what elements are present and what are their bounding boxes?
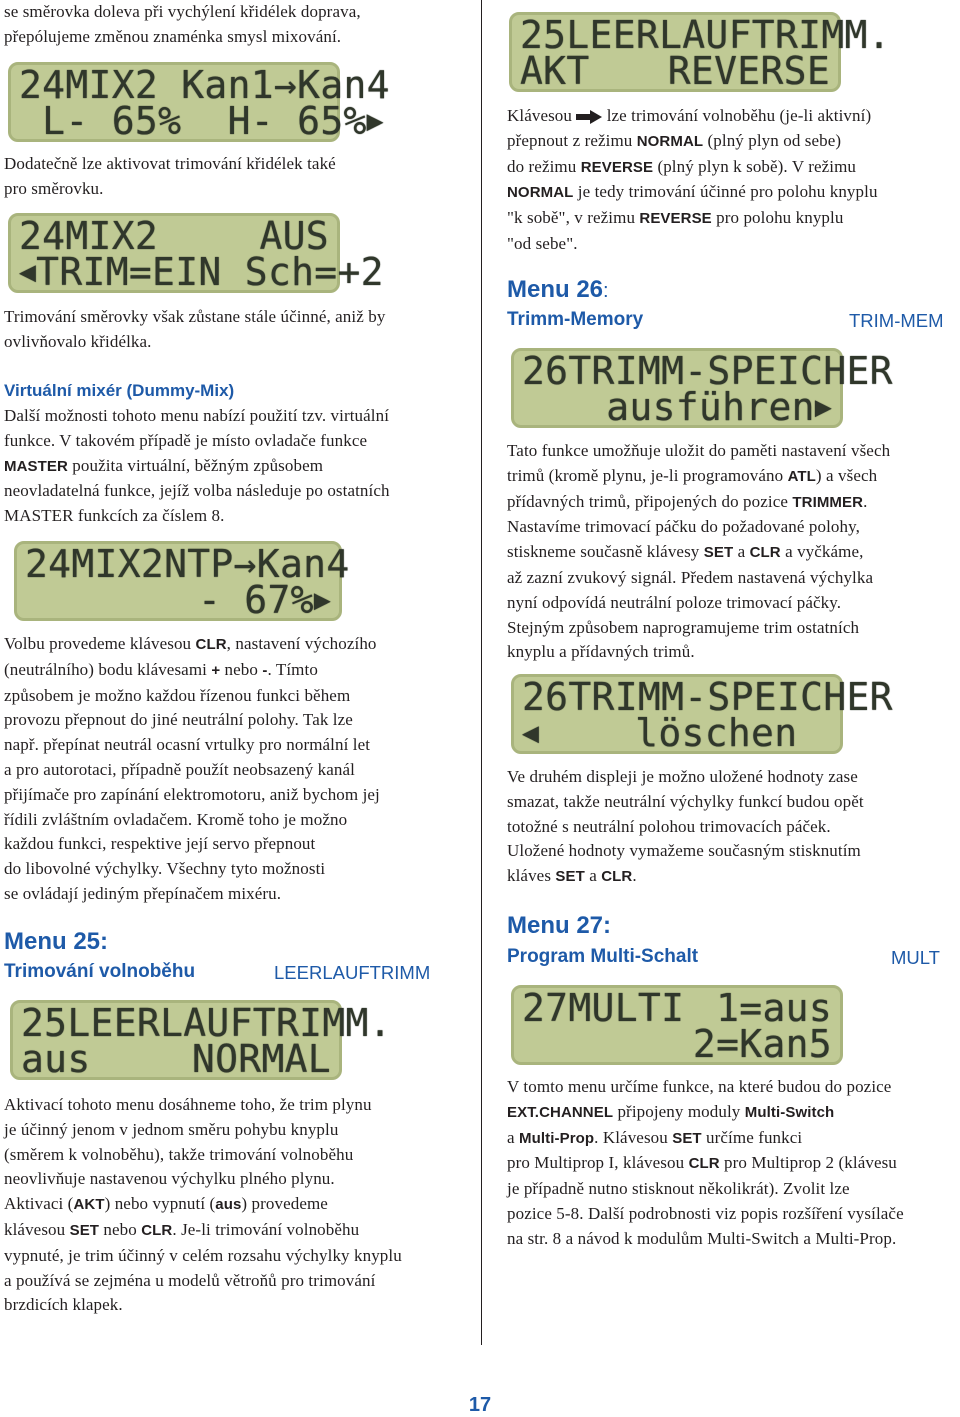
paragraph-virtual-mixer: Další možnosti tohoto menu nabízí použití tzv. virtuální funkce. V takovém případě je místo ovladače funkce MASTER použita virtuální, běžným způsobem neovladatelná funkce, jejíž volba následuje po ostatních MASTER funkcích za číslem 8. [4,406,390,526]
lcd-line-2: AKT REVERSE [520,49,830,93]
lcd-display-trimm-speicher-loschen [511,674,893,755]
lcd-line-1: 25LEERLAUFTRIMM. [520,13,891,57]
lcd-line-1: 26TRIMM-SPEICHER [522,349,893,393]
right-arrow-key-icon [576,110,602,124]
lcd-right-arrow-icon: ▶ [366,104,384,137]
lcd-line-1: 27MULTI 1=aus [522,986,832,1030]
menu-27-subtitle: Program Multi-Schalt [507,946,699,967]
virtual-mixer-heading: Virtuální mixér (Dummy-Mix) [4,381,235,400]
paragraph-rudder-trim: Dodatečně lze aktivovat trimování křidélek také pro směrovku. [4,154,336,198]
lcd-line-1: 26TRIMM-SPEICHER [522,675,893,719]
lcd-line-2: ◀ löschen [522,711,798,755]
lcd-right-arrow-icon: ▶ [313,583,331,616]
paragraph-neutral-point: Volbu provedeme klávesou CLR, nastavení výchozího (neutrálního) bodu klávesami + nebo -. Tímto způsobem je možno každou řízenou funkci během provozu přepnout do jiné neutrální polohy. Tak lze např. přepínat neutrál ocasní vrtulky pro normální let a pro autorotaci, případně použít neobsazený kanál přijímače pro zapínání elektromotoru, aniž bychom jej řídili zvláštním ovladačem. Kromě toho je možno každou funkci, respektive její servo přepnout do libovolné výchylky. Všechny tyto možnosti se ovládají jediným přepínačem mixéru. [4,634,380,903]
lcd-display-trimm-speicher-ausfuhren [511,348,893,429]
paragraph-reverse-mode: Klávesou lze trimování volnoběhu (je-li aktivní) přepnout z režimu NORMAL (plný plyn od sebe) do režimu REVERSE (plný plyn k sobě). V režimu NORMAL je tedy trimování účinné pro polohu knyplu "k sobě", v režimu REVERSE pro polohu knyplu "od sebe". [507,106,878,253]
menu-26-code: TRIM-MEM [849,310,944,331]
lcd-line-1: 25LEERLAUFTRIMM. [21,1001,392,1045]
lcd-display-leerlauftrimm-aus [10,1000,392,1081]
menu-26-subtitle: Trimm-Memory [507,309,644,330]
lcd-right-arrow-icon: ▶ [814,390,832,423]
lcd-display-multi [511,985,843,1065]
lcd-display-mix2-kan1-kan4 [8,62,390,143]
column-divider [481,0,482,1345]
page-number: 17 [468,1394,492,1416]
lcd-left-arrow-icon: ◀ [19,255,37,288]
paragraph-rudder-effect: Trimování směrovky však zůstane stále účinné, aniž by ovlivňovalo křidélka. [4,307,386,351]
lcd-display-leerlauftrimm-akt [509,12,891,93]
lcd-display-mix2-aus [8,213,384,294]
menu-25-title: Menu 25: [4,928,109,955]
lcd-line-2: ◀ TRIM=EIN Sch=+2 [19,250,384,294]
menu-25-code: LEERLAUFTRIMM [274,962,431,983]
lcd-left-arrow-icon: ◀ [522,716,540,749]
lcd-line-1: 24MIX2 NTP→Kan4 [25,542,350,586]
menu-25-subtitle: Trimování volnoběhu [4,961,196,982]
paragraph-trim-memory: Tato funkce umožňuje uložit do paměti nastavení všech trimů (kromě plynu, je-li programováno ATL) a všech přídavných trimů, připojených do pozice TRIMMER. Nastavíme trimovací páčku do požadované polohy, stiskneme současně klávesy SET a CLR a vyčkáme, až zazní zvukový signál. Předem nastavená výchylka nyní odpovídá neutrální poloze trimovací páčky. Stejným způsobem naprogramujeme trim ostatních knyplu a přídavných trimů. [507,441,891,662]
menu-27-title: Menu 27: [507,912,612,939]
lcd-line-2: - 67% ▶ [197,578,331,622]
paragraph-multi-switch: V tomto menu určíme funkce, na které budou do pozice EXT.CHANNEL připojeny moduly Multi-Switch a Multi-Prop. Klávesou SET určíme funkci pro Multiprop I, klávesou CLR pro Multiprop 2 (klávesu je případně nutno stisknout několikrát). Zvolit lze pozice 5-8. Další podrobnosti viz popis rozšíření vysílače na str. 8 a návod k modulům Multi-Switch a Multi-Prop. [507,1077,904,1248]
paragraph-clear-memory: Ve druhém displeji je možno uložené hodnoty zase smazat, takže neutrální výchylky funkcí budou opět totožné s neutrální polohou trimovacích páček. Uložené hodnoty vymažeme současným stisknutím kláves SET a CLR. [507,767,864,886]
lcd-line-2: aus NORMAL [21,1037,331,1081]
lcd-line-2: 2=Kan5 [692,1022,832,1066]
lcd-line-2: ausführen ▶ [606,385,832,429]
menu-26-title: Menu 26: [507,276,609,303]
lcd-line-1: 24MIX2 AUS [19,214,329,258]
lcd-line-1: 24MIX2 Kan1→Kan4 [19,63,390,107]
paragraph-intro: se směrovka doleva při vychýlení křidélek doprava, přepólujeme změnou znaménka smysl mixování. [4,2,361,46]
paragraph-idle-trim: Aktivací tohoto menu dosáhneme toho, že trim plynu je účinný jenom v jednom směru pohybu knyplu (směrem k volnoběhu), takže trimování volnoběhu neovlivňuje nastavenou výchylku plného plynu. Aktivaci (AKT) nebo vypnutí (aus) provedeme klávesou SET nebo CLR. Je-li trimování volnoběhu vypnuté, je trim účinný v celém rozsahu výchylky knyplu a používá se zejména u modelů větroňů pro trimování brzdicích klapek. [4,1095,402,1315]
lcd-line-2: L- 65% H- 65% ▶ [19,99,384,143]
menu-27-code: MULT [891,947,940,968]
lcd-display-mix2-ntp-kan4 [14,541,350,622]
